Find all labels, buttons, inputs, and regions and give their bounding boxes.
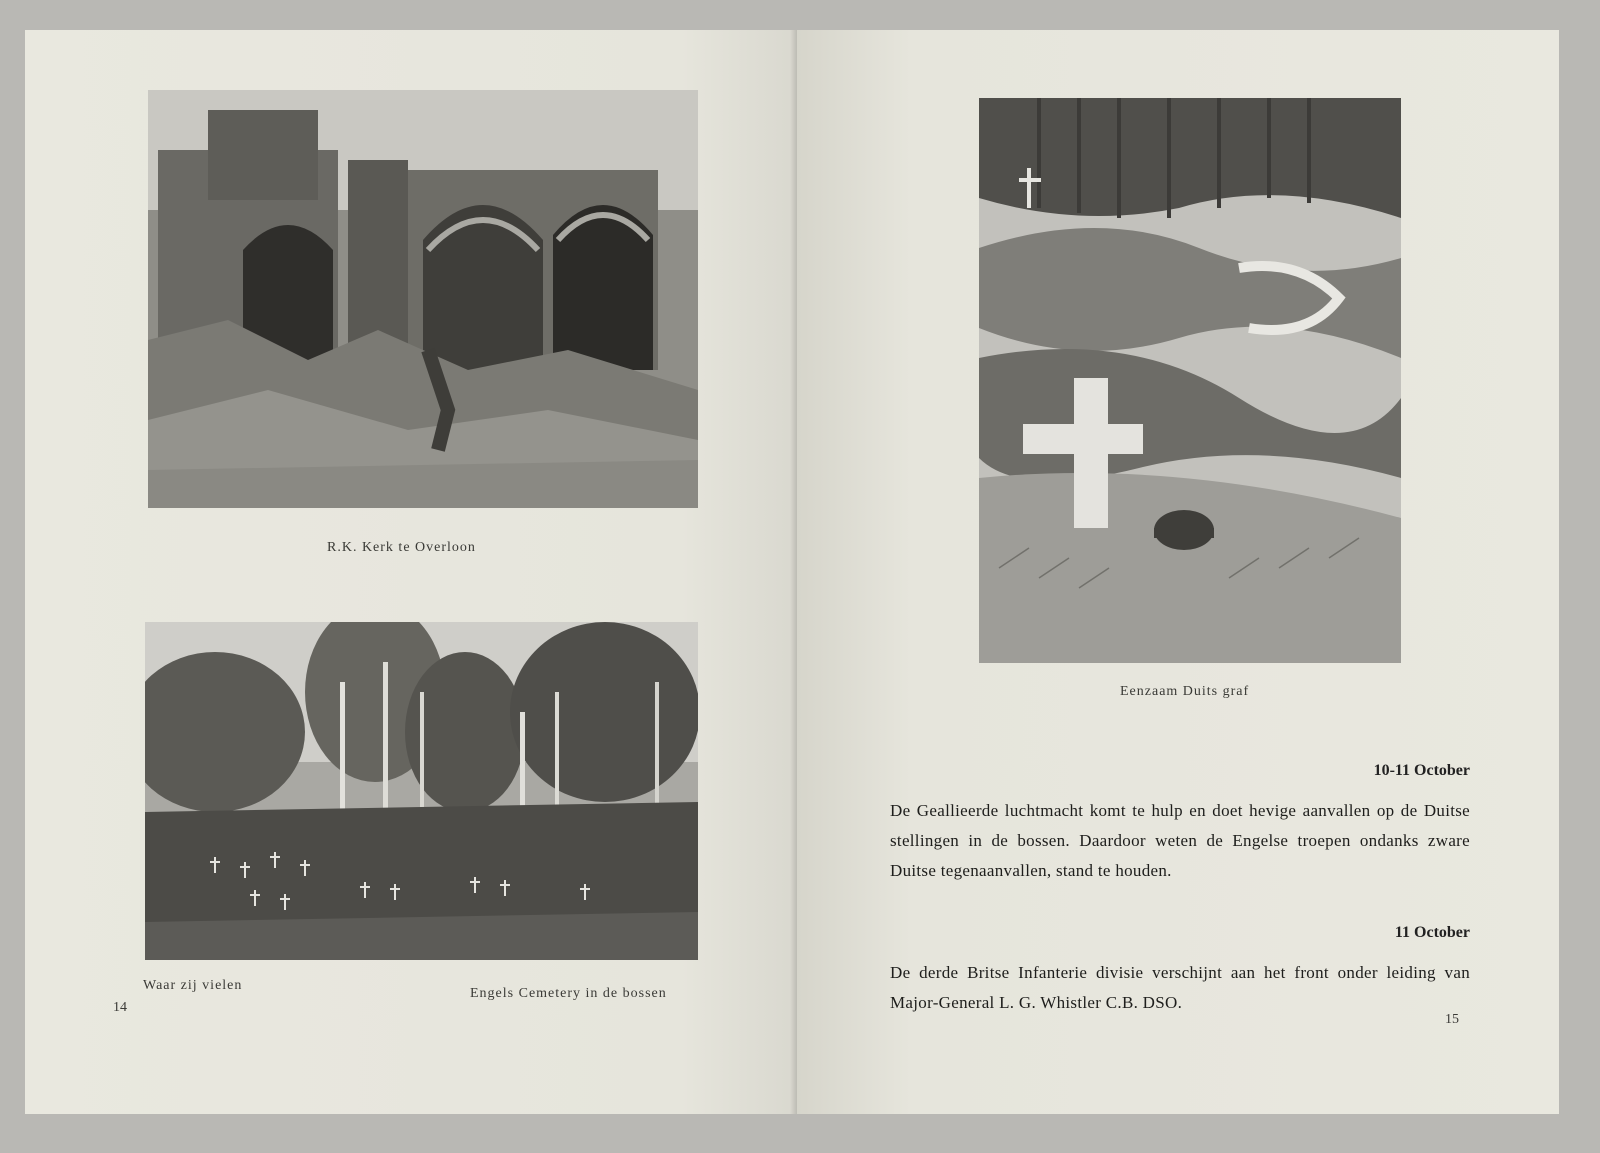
left-page — [25, 30, 797, 1114]
church-ruin-photo — [148, 90, 698, 508]
photo-caption-church: R.K. Kerk te Overloon — [327, 540, 476, 555]
right-page — [797, 30, 1559, 1114]
photo-caption-english-cemetery: Engels Cemetery in de bossen — [470, 986, 667, 1001]
page-number-left: 14 — [113, 1000, 127, 1015]
photo-caption-where-they-fell: Waar zij vielen — [143, 978, 243, 993]
section-date-10-11-october: 10-11 October — [1373, 762, 1470, 779]
section-text-10-11-october: De Geallieerde luchtmacht komt te hulp en doet hevige aanvallen op de Duitse stellingen in de bossen. Daardoor weten de Engelse troepen ondanks zware Duitse tegenaanvallen, stand te houden. — [890, 801, 1470, 880]
drawing-caption-lonely-german-grave: Eenzaam Duits graf — [1120, 684, 1250, 699]
cemetery-photo — [145, 622, 698, 960]
section-date-11-october: 11 October — [1394, 924, 1470, 941]
grave-sketch-image — [979, 98, 1401, 663]
page-number-right: 15 — [1445, 1012, 1459, 1027]
section-text-11-october: De derde Britse Infanterie divisie verschijnt aan het front onder leiding van Major-General L. G. Whistler C.B. DSO. — [890, 963, 1470, 1012]
